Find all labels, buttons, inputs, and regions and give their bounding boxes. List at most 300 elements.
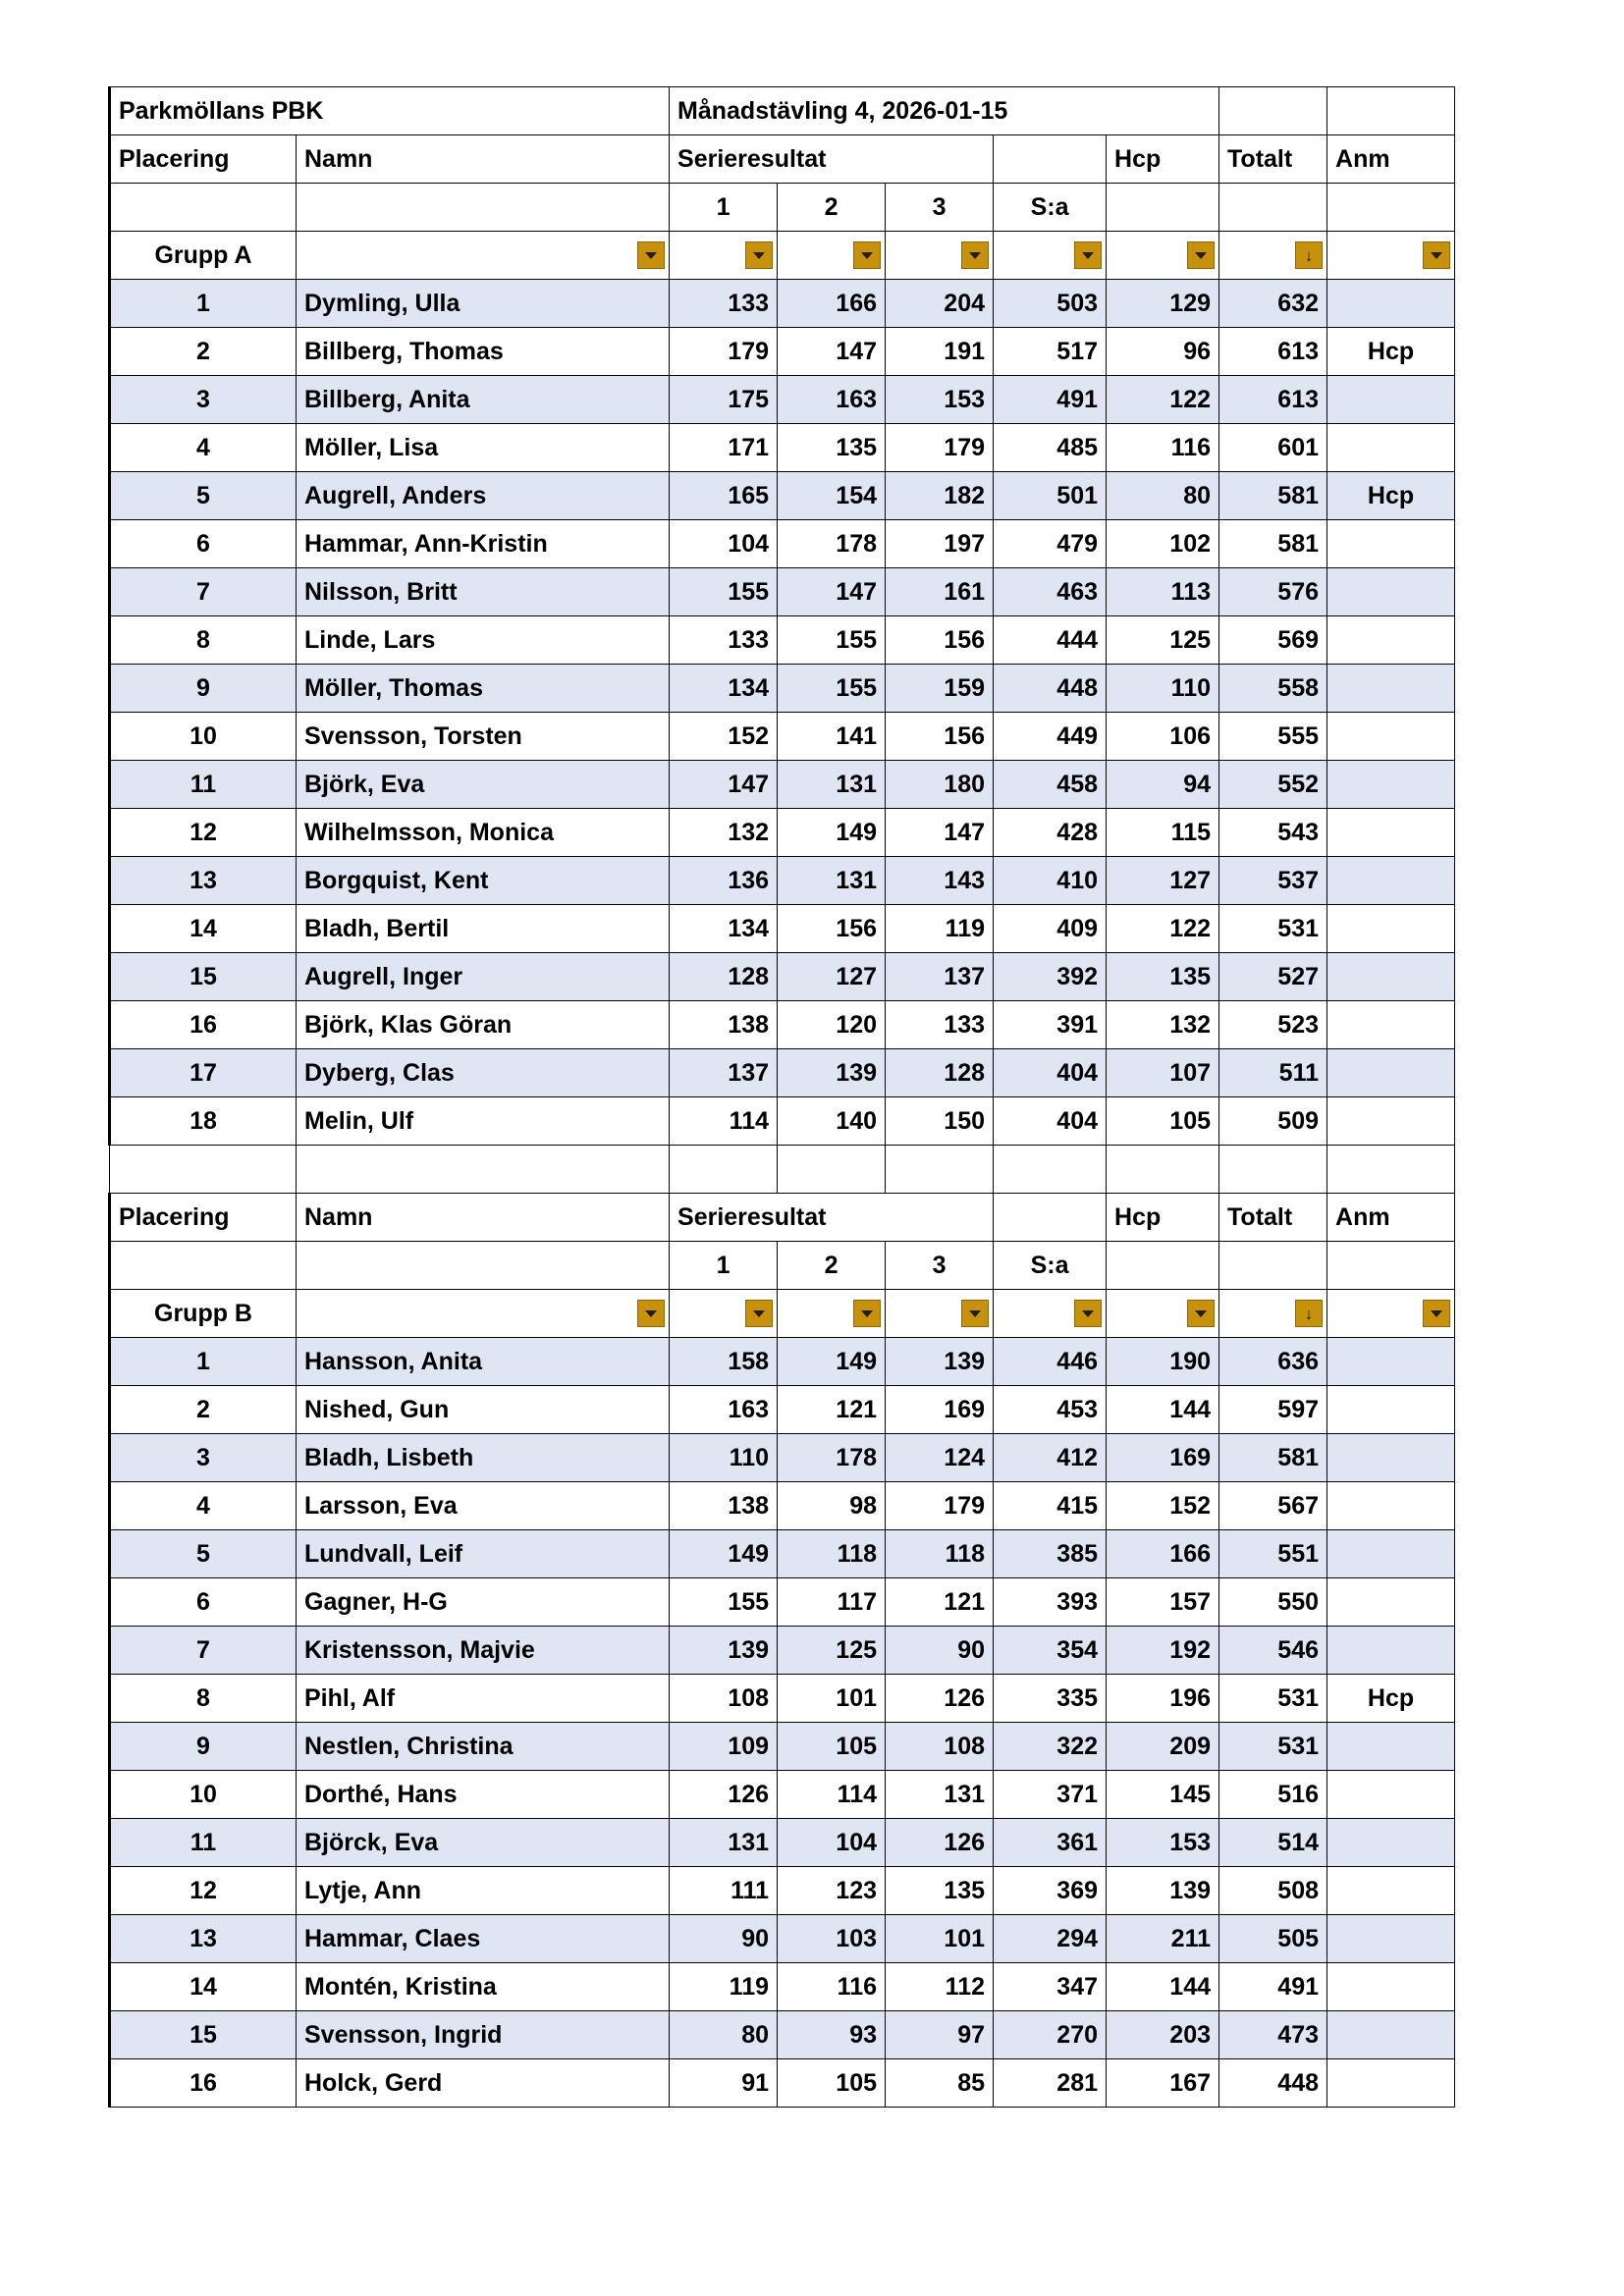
cell-anm [1327, 568, 1455, 616]
cell-namn: Pihl, Alf [297, 1675, 670, 1723]
cell-namn: Björk, Klas Göran [297, 1001, 670, 1049]
cell-serie-sum: 391 [994, 1001, 1107, 1049]
filter-serie-2[interactable] [778, 232, 886, 280]
cell-anm [1327, 1386, 1455, 1434]
cell-serie-sum: 361 [994, 1819, 1107, 1867]
cell-placering: 13 [110, 857, 297, 905]
cell-serie-sum: 371 [994, 1771, 1107, 1819]
header-serie-sum: S:a [994, 184, 1107, 232]
cell-serie-3: 133 [886, 1001, 994, 1049]
empty-cell [1219, 184, 1327, 232]
cell-totalt: 581 [1219, 1434, 1327, 1482]
cell-serie-sum: 446 [994, 1338, 1107, 1386]
cell-serie-2: 101 [778, 1675, 886, 1723]
cell-serie-1: 149 [670, 1530, 778, 1578]
cell-hcp: 96 [1107, 328, 1219, 376]
cell-serie-2: 121 [778, 1386, 886, 1434]
cell-hcp: 192 [1107, 1627, 1219, 1675]
cell-serie-3: 153 [886, 376, 994, 424]
cell-anm [1327, 424, 1455, 472]
filter-serie-sum[interactable] [994, 232, 1107, 280]
cell-serie-2: 140 [778, 1097, 886, 1146]
cell-hcp: 211 [1107, 1915, 1219, 1963]
cell-totalt: 505 [1219, 1915, 1327, 1963]
cell-placering: 4 [110, 1482, 297, 1530]
header-anm: Anm [1327, 135, 1455, 184]
empty-cell [1107, 1146, 1219, 1194]
cell-serie-2: 147 [778, 328, 886, 376]
table-row [110, 1723, 1455, 1771]
cell-totalt: 543 [1219, 809, 1327, 857]
cell-serie-2: 125 [778, 1627, 886, 1675]
cell-namn: Hammar, Ann-Kristin [297, 520, 670, 568]
cell-hcp: 196 [1107, 1675, 1219, 1723]
cell-serie-1: 155 [670, 1578, 778, 1627]
group-header-row [110, 232, 1455, 280]
table-row [110, 665, 1455, 713]
cell-totalt: 546 [1219, 1627, 1327, 1675]
cell-placering: 14 [110, 905, 297, 953]
cell-namn: Dyberg, Clas [297, 1049, 670, 1097]
cell-serie-3: 101 [886, 1915, 994, 1963]
header-placering: Placering [110, 1194, 297, 1242]
filter-dropdown-icon[interactable] [853, 1300, 881, 1327]
filter-dropdown-icon[interactable] [637, 241, 665, 269]
table-row [110, 328, 1455, 376]
cell-hcp: 190 [1107, 1338, 1219, 1386]
cell-anm [1327, 857, 1455, 905]
cell-hcp: 209 [1107, 1723, 1219, 1771]
table-row [110, 1049, 1455, 1097]
cell-serie-2: 114 [778, 1771, 886, 1819]
cell-serie-1: 171 [670, 424, 778, 472]
filter-dropdown-icon[interactable] [961, 1300, 989, 1327]
cell-serie-3: 169 [886, 1386, 994, 1434]
cell-hcp: 145 [1107, 1771, 1219, 1819]
cell-serie-3: 112 [886, 1963, 994, 2011]
cell-serie-3: 121 [886, 1578, 994, 1627]
table-row [110, 1434, 1455, 1482]
cell-serie-3: 143 [886, 857, 994, 905]
header-placering: Placering [110, 135, 297, 184]
cell-hcp: 152 [1107, 1482, 1219, 1530]
cell-hcp: 107 [1107, 1049, 1219, 1097]
cell-totalt: 567 [1219, 1482, 1327, 1530]
cell-serie-3: 150 [886, 1097, 994, 1146]
cell-serie-1: 110 [670, 1434, 778, 1482]
cell-serie-3: 179 [886, 1482, 994, 1530]
filter-dropdown-icon[interactable] [853, 241, 881, 269]
table-row [110, 1771, 1455, 1819]
table-row [110, 2059, 1455, 2108]
cell-totalt: 527 [1219, 953, 1327, 1001]
cell-serie-sum: 501 [994, 472, 1107, 520]
table-row [110, 1482, 1455, 1530]
cell-placering: 3 [110, 1434, 297, 1482]
empty-cell [110, 1242, 297, 1290]
cell-totalt: 531 [1219, 905, 1327, 953]
cell-totalt: 601 [1219, 424, 1327, 472]
table-row [110, 1627, 1455, 1675]
cell-totalt: 511 [1219, 1049, 1327, 1097]
cell-serie-1: 138 [670, 1482, 778, 1530]
cell-serie-2: 178 [778, 1434, 886, 1482]
cell-hcp: 153 [1107, 1819, 1219, 1867]
cell-placering: 8 [110, 1675, 297, 1723]
cell-anm [1327, 905, 1455, 953]
filter-dropdown-icon[interactable] [745, 1300, 773, 1327]
table-row [110, 1963, 1455, 2011]
empty-cell [1327, 87, 1455, 135]
filter-serie-1[interactable] [670, 232, 778, 280]
empty-cell [1219, 1242, 1327, 1290]
cell-placering: 12 [110, 1867, 297, 1915]
cell-placering: 1 [110, 280, 297, 328]
cell-serie-3: 159 [886, 665, 994, 713]
table-row [110, 1915, 1455, 1963]
empty-cell [1219, 87, 1327, 135]
filter-serie-3[interactable] [886, 1290, 994, 1338]
filter-totalt[interactable] [1219, 1290, 1327, 1338]
cell-hcp: 116 [1107, 424, 1219, 472]
cell-serie-sum: 428 [994, 809, 1107, 857]
cell-anm [1327, 1049, 1455, 1097]
cell-serie-2: 147 [778, 568, 886, 616]
cell-placering: 13 [110, 1915, 297, 1963]
cell-hcp: 166 [1107, 1530, 1219, 1578]
cell-namn: Borgquist, Kent [297, 857, 670, 905]
cell-namn: Melin, Ulf [297, 1097, 670, 1146]
cell-serie-2: 123 [778, 1867, 886, 1915]
cell-serie-2: 155 [778, 665, 886, 713]
cell-serie-sum: 463 [994, 568, 1107, 616]
cell-serie-sum: 281 [994, 2059, 1107, 2108]
table-row [110, 2011, 1455, 2059]
cell-serie-2: 141 [778, 713, 886, 761]
table-row [110, 857, 1455, 905]
empty-cell [886, 1146, 994, 1194]
table-row [110, 424, 1455, 472]
sort-descending-icon[interactable]: ↓ [1295, 1300, 1323, 1327]
cell-hcp: 122 [1107, 905, 1219, 953]
empty-cell [110, 1146, 297, 1194]
cell-namn: Augrell, Anders [297, 472, 670, 520]
cell-serie-sum: 385 [994, 1530, 1107, 1578]
empty-cell [1327, 1146, 1455, 1194]
empty-cell [994, 1194, 1107, 1242]
cell-placering: 2 [110, 1386, 297, 1434]
cell-serie-1: 137 [670, 1049, 778, 1097]
filter-serie-3[interactable] [886, 232, 994, 280]
table-row [110, 1675, 1455, 1723]
cell-placering: 11 [110, 1819, 297, 1867]
cell-namn: Lundvall, Leif [297, 1530, 670, 1578]
cell-placering: 3 [110, 376, 297, 424]
cell-serie-3: 137 [886, 953, 994, 1001]
cell-anm [1327, 376, 1455, 424]
cell-serie-1: 155 [670, 568, 778, 616]
filter-serie-2[interactable] [778, 1290, 886, 1338]
cell-serie-2: 118 [778, 1530, 886, 1578]
cell-totalt: 531 [1219, 1675, 1327, 1723]
cell-serie-sum: 270 [994, 2011, 1107, 2059]
cell-anm [1327, 1434, 1455, 1482]
cell-serie-1: 136 [670, 857, 778, 905]
cell-anm [1327, 280, 1455, 328]
cell-serie-2: 131 [778, 761, 886, 809]
cell-anm [1327, 1771, 1455, 1819]
cell-serie-3: 182 [886, 472, 994, 520]
cell-serie-3: 191 [886, 328, 994, 376]
cell-namn: Billberg, Anita [297, 376, 670, 424]
cell-serie-2: 163 [778, 376, 886, 424]
cell-totalt: 516 [1219, 1771, 1327, 1819]
cell-totalt: 491 [1219, 1963, 1327, 2011]
cell-placering: 17 [110, 1049, 297, 1097]
cell-serie-sum: 322 [994, 1723, 1107, 1771]
filter-anm[interactable] [1327, 232, 1455, 280]
cell-anm [1327, 1530, 1455, 1578]
filter-dropdown-icon[interactable] [1187, 1300, 1215, 1327]
filter-totalt[interactable] [1219, 232, 1327, 280]
cell-totalt: 636 [1219, 1338, 1327, 1386]
filter-dropdown-icon[interactable] [1074, 241, 1102, 269]
cell-totalt: 473 [1219, 2011, 1327, 2059]
cell-hcp: 132 [1107, 1001, 1219, 1049]
series-header-row [110, 184, 1455, 232]
cell-namn: Wilhelmsson, Monica [297, 809, 670, 857]
cell-placering: 9 [110, 1723, 297, 1771]
filter-dropdown-icon[interactable] [1423, 1300, 1450, 1327]
cell-anm [1327, 1915, 1455, 1963]
cell-totalt: 531 [1219, 1723, 1327, 1771]
cell-serie-sum: 409 [994, 905, 1107, 953]
cell-serie-3: 126 [886, 1819, 994, 1867]
cell-serie-sum: 335 [994, 1675, 1107, 1723]
sort-descending-icon[interactable]: ↓ [1295, 241, 1323, 269]
cell-serie-3: 119 [886, 905, 994, 953]
filter-hcp[interactable] [1107, 232, 1219, 280]
filter-dropdown-icon[interactable] [637, 1300, 665, 1327]
cell-placering: 5 [110, 1530, 297, 1578]
cell-totalt: 576 [1219, 568, 1327, 616]
cell-totalt: 448 [1219, 2059, 1327, 2108]
filter-dropdown-icon[interactable] [1187, 241, 1215, 269]
cell-hcp: 110 [1107, 665, 1219, 713]
cell-serie-sum: 449 [994, 713, 1107, 761]
cell-serie-1: 134 [670, 665, 778, 713]
cell-hcp: 80 [1107, 472, 1219, 520]
empty-cell [1107, 1242, 1219, 1290]
empty-cell [297, 1146, 670, 1194]
cell-namn: Dymling, Ulla [297, 280, 670, 328]
column-header-row [110, 1194, 1455, 1242]
cell-serie-2: 103 [778, 1915, 886, 1963]
table-row [110, 1578, 1455, 1627]
cell-placering: 1 [110, 1338, 297, 1386]
cell-anm: Hcp [1327, 472, 1455, 520]
cell-serie-3: 118 [886, 1530, 994, 1578]
cell-serie-2: 105 [778, 2059, 886, 2108]
cell-anm [1327, 1723, 1455, 1771]
cell-serie-2: 156 [778, 905, 886, 953]
filter-anm[interactable] [1327, 1290, 1455, 1338]
cell-hcp: 113 [1107, 568, 1219, 616]
group-header-row [110, 1290, 1455, 1338]
cell-anm [1327, 1819, 1455, 1867]
cell-serie-3: 197 [886, 520, 994, 568]
table-row [110, 1867, 1455, 1915]
cell-serie-3: 139 [886, 1338, 994, 1386]
cell-serie-2: 120 [778, 1001, 886, 1049]
cell-placering: 9 [110, 665, 297, 713]
cell-placering: 12 [110, 809, 297, 857]
cell-serie-3: 128 [886, 1049, 994, 1097]
table-row [110, 616, 1455, 665]
cell-anm: Hcp [1327, 1675, 1455, 1723]
cell-namn: Björck, Eva [297, 1819, 670, 1867]
filter-serie-sum[interactable] [994, 1290, 1107, 1338]
cell-serie-3: 108 [886, 1723, 994, 1771]
header-totalt: Totalt [1219, 1194, 1327, 1242]
filter-dropdown-icon[interactable] [1423, 241, 1450, 269]
cell-totalt: 597 [1219, 1386, 1327, 1434]
club-name: Parkmöllans PBK [110, 87, 670, 135]
header-serie-2: 2 [778, 184, 886, 232]
results-sheet [108, 86, 1453, 2108]
cell-serie-2: 104 [778, 1819, 886, 1867]
cell-serie-1: 132 [670, 809, 778, 857]
empty-cell [778, 1146, 886, 1194]
cell-serie-2: 131 [778, 857, 886, 905]
cell-anm [1327, 1338, 1455, 1386]
header-serie-2: 2 [778, 1242, 886, 1290]
cell-serie-1: 126 [670, 1771, 778, 1819]
cell-placering: 6 [110, 520, 297, 568]
empty-cell [1107, 184, 1219, 232]
filter-dropdown-icon[interactable] [745, 241, 773, 269]
header-hcp: Hcp [1107, 1194, 1219, 1242]
cell-serie-1: 158 [670, 1338, 778, 1386]
empty-cell [297, 184, 670, 232]
cell-totalt: 632 [1219, 280, 1327, 328]
cell-anm [1327, 2059, 1455, 2108]
cell-totalt: 537 [1219, 857, 1327, 905]
cell-serie-2: 154 [778, 472, 886, 520]
cell-serie-sum: 412 [994, 1434, 1107, 1482]
cell-hcp: 122 [1107, 376, 1219, 424]
cell-namn: Nilsson, Britt [297, 568, 670, 616]
cell-serie-2: 166 [778, 280, 886, 328]
cell-serie-2: 116 [778, 1963, 886, 2011]
cell-namn: Hansson, Anita [297, 1338, 670, 1386]
filter-name[interactable] [297, 1290, 670, 1338]
cell-hcp: 106 [1107, 713, 1219, 761]
cell-hcp: 144 [1107, 1386, 1219, 1434]
cell-anm [1327, 1001, 1455, 1049]
cell-placering: 6 [110, 1578, 297, 1627]
cell-serie-sum: 404 [994, 1097, 1107, 1146]
filter-dropdown-icon[interactable] [1074, 1300, 1102, 1327]
cell-hcp: 167 [1107, 2059, 1219, 2108]
cell-totalt: 613 [1219, 376, 1327, 424]
table-row [110, 953, 1455, 1001]
filter-hcp[interactable] [1107, 1290, 1219, 1338]
cell-serie-2: 117 [778, 1578, 886, 1627]
results-table [108, 86, 1455, 2108]
cell-serie-1: 80 [670, 2011, 778, 2059]
cell-serie-3: 85 [886, 2059, 994, 2108]
filter-dropdown-icon[interactable] [961, 241, 989, 269]
empty-cell [670, 1146, 778, 1194]
cell-serie-sum: 410 [994, 857, 1107, 905]
cell-anm [1327, 2011, 1455, 2059]
cell-serie-1: 91 [670, 2059, 778, 2108]
cell-hcp: 105 [1107, 1097, 1219, 1146]
cell-serie-1: 133 [670, 280, 778, 328]
cell-totalt: 581 [1219, 472, 1327, 520]
cell-serie-sum: 354 [994, 1627, 1107, 1675]
cell-totalt: 555 [1219, 713, 1327, 761]
title-row [110, 87, 1455, 135]
cell-serie-3: 135 [886, 1867, 994, 1915]
cell-serie-3: 179 [886, 424, 994, 472]
cell-totalt: 613 [1219, 328, 1327, 376]
cell-serie-1: 163 [670, 1386, 778, 1434]
cell-placering: 10 [110, 1771, 297, 1819]
cell-serie-sum: 347 [994, 1963, 1107, 2011]
cell-serie-sum: 485 [994, 424, 1107, 472]
table-row [110, 713, 1455, 761]
cell-hcp: 102 [1107, 520, 1219, 568]
cell-serie-1: 133 [670, 616, 778, 665]
cell-totalt: 558 [1219, 665, 1327, 713]
cell-hcp: 139 [1107, 1867, 1219, 1915]
cell-serie-1: 131 [670, 1819, 778, 1867]
table-row [110, 1386, 1455, 1434]
cell-serie-3: 204 [886, 280, 994, 328]
cell-serie-3: 161 [886, 568, 994, 616]
cell-anm [1327, 713, 1455, 761]
cell-hcp: 125 [1107, 616, 1219, 665]
filter-name[interactable] [297, 232, 670, 280]
cell-placering: 2 [110, 328, 297, 376]
cell-placering: 15 [110, 953, 297, 1001]
cell-serie-1: 119 [670, 1963, 778, 2011]
cell-serie-3: 156 [886, 616, 994, 665]
cell-anm [1327, 1627, 1455, 1675]
cell-totalt: 551 [1219, 1530, 1327, 1578]
cell-hcp: 144 [1107, 1963, 1219, 2011]
cell-namn: Montén, Kristina [297, 1963, 670, 2011]
cell-serie-1: 152 [670, 713, 778, 761]
cell-serie-sum: 294 [994, 1915, 1107, 1963]
cell-totalt: 552 [1219, 761, 1327, 809]
cell-anm [1327, 665, 1455, 713]
cell-anm [1327, 1578, 1455, 1627]
cell-namn: Björk, Eva [297, 761, 670, 809]
cell-serie-1: 139 [670, 1627, 778, 1675]
filter-serie-1[interactable] [670, 1290, 778, 1338]
table-row [110, 520, 1455, 568]
table-row [110, 809, 1455, 857]
cell-anm: Hcp [1327, 328, 1455, 376]
header-anm: Anm [1327, 1194, 1455, 1242]
cell-hcp: 127 [1107, 857, 1219, 905]
table-row [110, 1530, 1455, 1578]
cell-serie-2: 178 [778, 520, 886, 568]
table-row [110, 280, 1455, 328]
